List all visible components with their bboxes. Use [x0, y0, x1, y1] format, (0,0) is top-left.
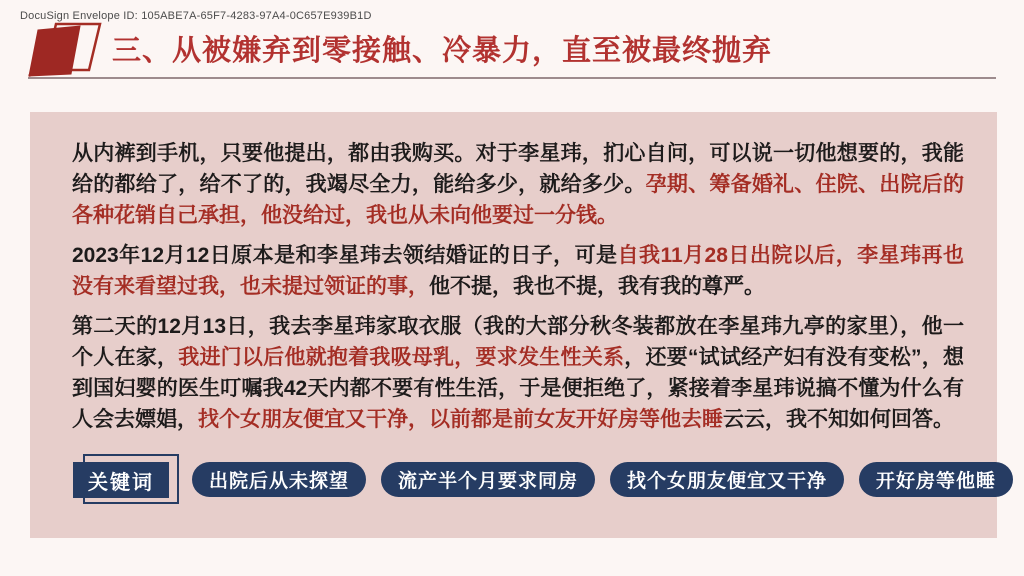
book-icon: [24, 20, 106, 83]
keyword-pill: 流产半个月要求同房: [381, 462, 595, 497]
emphasized-text: 找个女朋友便宜又干净，以前都是前女友开好房等他去睡: [198, 408, 723, 431]
emphasized-text: 我进门以后他就抱着我吸母乳，要求发生性关系: [178, 346, 625, 369]
paragraph: [72, 240, 964, 302]
keyword-pill: 找个女朋友便宜又干净: [610, 462, 844, 497]
keyword-pill: 出院后从未探望: [192, 462, 366, 497]
emphasized-text: 孕期、筹备婚礼、住院、出院后的各种花销自己承担，他没给过，我也从未向他要过一分钱。: [72, 173, 965, 227]
keywords-label: 关键词: [73, 462, 169, 498]
paragraph: [72, 138, 964, 231]
keywords-label-block: [73, 462, 169, 498]
content-panel: [30, 112, 997, 538]
slide-title: 三、从被嫌弃到零接触、冷暴力，直至被最终抛弃: [112, 35, 773, 67]
plain-text: 他不提，我也不提，我有我的尊严。: [429, 275, 765, 298]
keywords-pill-row: [192, 462, 1013, 497]
plain-text: ，还要“试试经产妇有没有变松”，想到国妇婴的医生叮嘱我42天内都不要有性生活，于是便拒绝了，紧接着李星玮说搞不懂为什么有人会去嫖娼，: [72, 346, 965, 431]
plain-text: 2023年12月12日原本是和李星玮去领结婚证的日子，可是: [72, 244, 618, 267]
docusign-envelope-id: DocuSign Envelope ID: 105ABE7A-65F7-4283-97A4-0C657E939B1D: [20, 10, 372, 22]
emphasized-text: 自我11月28日出院以后，李星玮再也没有来看望过我，也未提过领证的事，: [72, 244, 964, 298]
plain-text: 云云，我不知如何回答。: [723, 408, 954, 431]
plain-text: 从内裤到手机，只要他提出，都由我购买。对于李星玮，扪心自问，可以说一切他想要的，我能给的都给了，给不了的，我竭尽全力，能给多少，就给多少。: [72, 142, 964, 196]
body-text: [72, 138, 964, 444]
paragraph: [72, 311, 964, 435]
plain-text: 第二天的12月13日，我去李星玮家取衣服（我的大部分秋冬装都放在李星玮九亭的家里），他一个人在家，: [72, 315, 964, 369]
keyword-pill: 开好房等他睡: [859, 462, 1013, 497]
title-underline: [28, 77, 996, 79]
